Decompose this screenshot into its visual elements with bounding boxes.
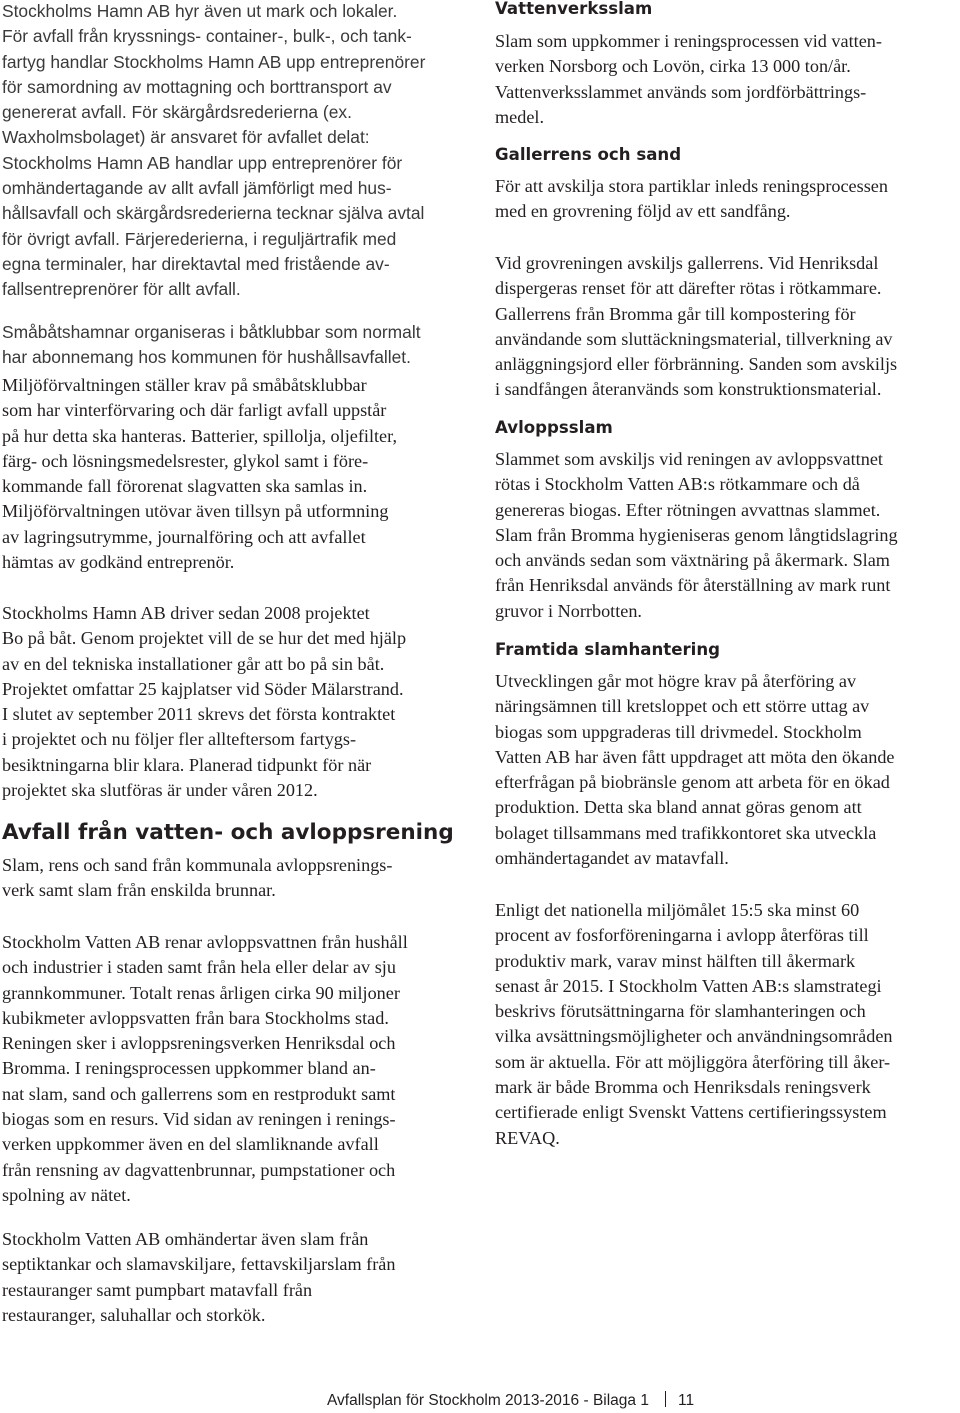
heading-waterworks-sludge: Vattenverksslam <box>495 0 653 18</box>
footer-title: Avfallsplan för Stockholm 2013-2016 - Bilaga 1 <box>327 1392 649 1409</box>
page-number: 11 <box>677 1392 695 1409</box>
paragraph-screenings-handling: Vid grovreningen avskiljs gallerrens. Vid Henriksdal dispergeras renset för att därefter rötas i rötkammare. Gallerrens från Bromma går till kompostering för användande som sluttäckningsmaterial, tillverkning av anläggningsjord eller förbränning. Sanden som avskiljs i sandfången återanvänds som konstruktionsmaterial. <box>495 253 898 400</box>
paragraph-small-boat-harbours: Småbåtshamnar organiseras i båtklubbar som normalt har abonnemang hos kommunen för hushållsavfallet. <box>2 322 421 368</box>
heading-sewage-sludge: Avloppsslam <box>495 418 613 437</box>
paragraph-harbour-waste: Stockholms Hamn AB hyr även ut mark och lokaler. För avfall från kryssnings- container-, bulk-, och tank- fartyg handlar Stockholms Hamn AB upp entreprenörer för samordning av mottagning och borttransport av genererat avfall. För skärgårdsrederierna (ex. Waxholmsbolaget) är ansvaret för avfallet delat: Stockholms Hamn AB handlar upp entreprenörer för omhändertagande av allt avfall jämförligt med hus- hållsavfall och skärgårdsrederierna tecknar själva avtal för övrigt avfall. Färjerederierna, i reguljärtrafik med egna terminaler, har direktavtal med fristående av- fallsentreprenörer för allt avfall. <box>2 1 426 300</box>
paragraph-sludge-intro: Slam, rens och sand från kommunala avloppsrenings- verk samt slam från enskilda brunnar. <box>2 855 393 901</box>
paragraph-screenings-intro: För att avskilja stora partiklar inleds reningsprocessen med en grovrening följd av ett sandfång. <box>495 176 888 222</box>
heading-screenings-sand: Gallerrens och sand <box>495 145 682 164</box>
paragraph-sewage-sludge: Slammet som avskiljs vid reningen av avloppsvattnet rötas i Stockholm Vatten AB:s rötkammare och då genereras biogas. Efter rötningen avvattnas slammet. Slam från Bromma hygieniseras genom långtidslagring och används sedan som växtnäring på åkermark. Slam från Henriksdal används för återställning av mark runt gruvor i Norrbotten. <box>495 449 898 621</box>
footer-divider <box>665 1391 666 1407</box>
paragraph-waterworks-sludge: Slam som uppkommer i reningsprocessen vid vatten- verken Norsborg och Lovön, cirka 13 000 ton/år. Vattenverksslammet används som jordförbättrings- medel. <box>495 31 882 127</box>
paragraph-septic-sludge: Stockholm Vatten AB omhändertar även slam från septiktankar och slamavskiljare, fettavskiljarslam från restauranger samt pumpbart matavfall från restauranger, saluhallar och storkök. <box>2 1229 396 1325</box>
paragraph-stockholm-vatten: Stockholm Vatten AB renar avloppsvattnen från hushåll och industrier i staden samt från hela eller delar av sju grannkommuner. Totalt renas årligen cirka 90 miljoner kubikmeter avloppsvatten från bara Stockholms stad. Reningen sker i avloppsreningsverken Henriksdal och Bromma. I reningsprocessen uppkommer bland an- nat slam, sand och gallerrens som en restprodukt samt biogas som en resurs. Vid sidan av reningen i renings- verken uppkommer även en del slamliknande avfall från rensning av dagvattenbrunnar, pumpstationer och spolning av nätet. <box>2 932 408 1205</box>
paragraph-future-development: Utvecklingen går mot högre krav på återföring av näringsämnen till kretsloppet och ett större uttag av biogas som uppgraderas till drivmedel. Stockholm Vatten AB har även fått uppdraget att möta den ökande efterfrågan på biobränsle genom att arbeta för en ökad produktion. Detta ska bland annat göras genom att bolaget tillsammans med trafikkontoret ska utveckla omhändertagandet av matavfall. <box>495 671 895 869</box>
page-footer <box>327 1391 694 1410</box>
heading-future-sludge: Framtida slamhantering <box>495 640 721 659</box>
paragraph-environment-office: Miljöförvaltningen ställer krav på småbåtsklubbar som har vinterförvaring och där farligt avfall uppstår på hur detta ska hanteras. Batterier, spillolja, oljefilter, färg- och lösningsmedelsrester, glykol samt i före- kommande fall förorenat slagvatten ska samlas in. Miljöförvaltningen utövar även tillsyn på utformning av lagringsutrymme, journalföring och att avfallet hämtas av godkänd entreprenör. <box>2 375 397 573</box>
paragraph-national-goal: Enligt det nationella miljömålet 15:5 ska minst 60 procent av fosforföreningarna i avlopp återföras till produktiv mark, varav minst hälften till åkermark senast år 2015. I Stockholm Vatten AB:s slamstrategi beskrivs förutsättningarna för slamhanteringen och vilka avsättningsmöjligheter och användningsområden som är aktuella. För att möjliggöra återföring till åker- mark är både Bromma och Henriksdals reningsverk certifierade enligt Svenskt Vattens certifieringssystem REVAQ. <box>495 900 893 1148</box>
section-heading-water-sewage: Avfall från vatten- och avloppsrening <box>2 820 454 845</box>
paragraph-bo-pa-bat: Stockholms Hamn AB driver sedan 2008 projektet Bo på båt. Genom projektet vill de se hur det med hjälp av en del tekniska installationer går att bo på sin båt. Projektet omfattar 25 kajplatser vid Söder Mälarstrand. I slutet av september 2011 skrevs det första kontraktet i projektet och nu följer fler allteftersom fartygs- besiktningarna blir klara. Planerad tidpunkt för när projektet ska slutföras är under våren 2012. <box>2 603 407 801</box>
